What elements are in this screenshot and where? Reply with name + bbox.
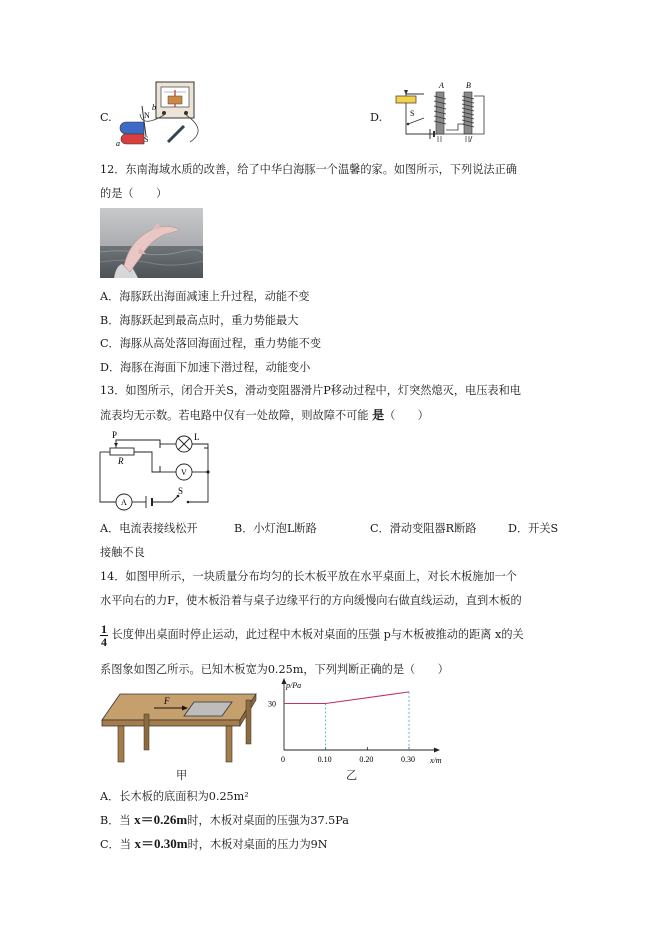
q14-stem-line3 — [100, 620, 524, 650]
q13-option-c: C．滑动变阻器R断路 — [370, 522, 477, 535]
q13-stem-line2-b: 是 — [372, 408, 385, 422]
q12-option-a: A．海豚跃出海面减速上升过程，动能不变 — [100, 290, 310, 303]
dolphin-photo — [100, 208, 203, 278]
ammeter-a-label: A — [121, 498, 127, 507]
q13-option-d: D．开关S — [508, 522, 559, 535]
q12-option-d: D．海豚在海面下加速下潜过程，动能变小 — [100, 361, 311, 374]
q12-stem-line1: 12．东南海域水质的改善，给了中华白海豚一个温馨的家。如图所示，下列说法正确 — [100, 163, 517, 176]
q14-stem-line4: 系图象如图乙所示。已知木板宽为0.25m，下列判断正确的是（ ） — [100, 663, 449, 676]
q12-option-b: B．海豚跃起到最高点时，重力势能最大 — [100, 314, 299, 327]
q14-stem-line2: 水平向右的力F，使木板沿着与桌子边缘平行的方向缓慢向右做直线运动，直到木板的 — [100, 594, 522, 607]
q13-stem-line2-a: 流表均无示数。若电路中仅有一处故障，则故障不可能 — [100, 409, 369, 422]
q14-option-c — [100, 836, 328, 853]
x-tick-label: 0.30 — [401, 755, 415, 764]
svg-text:N: N — [144, 111, 150, 120]
q14-stem-line3-text: 长度伸出桌面时停止运动，此过程中木板对桌面的压强 p与木板被推动的距离 x的关 — [111, 628, 524, 641]
figure-yi-caption: 乙 — [346, 769, 358, 782]
coil-a-label: A — [439, 81, 444, 90]
q14-option-b-math: x＝0.26m — [134, 812, 188, 827]
switch-s-label: S — [410, 109, 415, 118]
x-tick-label: 0.20 — [359, 755, 374, 764]
svg-text:S: S — [144, 135, 149, 144]
circuit-diagram-q13 — [96, 426, 214, 510]
figure-d-electromagnets — [384, 80, 492, 144]
option-c-label: C. — [100, 111, 112, 124]
switch-s-label-q13: S — [178, 486, 184, 496]
q12-stem-line2: 的是（ ） — [100, 187, 168, 200]
q14-option-c-math: x＝0.30m — [134, 836, 188, 851]
svg-text:b: b — [152, 103, 156, 112]
rheostat-r-label: R — [118, 456, 124, 466]
voltmeter-v-label: V — [181, 468, 187, 477]
q13-option-b: B．小灯泡L断路 — [234, 522, 317, 535]
option-d-label: D. — [370, 111, 383, 124]
fraction-denominator: 4 — [101, 634, 107, 649]
q14-option-b-pre: B．当 — [100, 814, 131, 827]
q13-option-a: A．电流表接线松开 — [100, 522, 198, 535]
q13-stem-line2 — [100, 407, 429, 424]
x-tick-label: 0 — [281, 755, 285, 764]
y-tick-label: 30 — [268, 699, 276, 709]
q14-option-b — [100, 812, 349, 829]
slider-p-label: P — [112, 430, 118, 440]
q14-option-b-post: 时，木板对桌面的压强为37.5Pa — [187, 814, 349, 827]
fraction-one-quarter — [100, 623, 108, 648]
svg-text:a: a — [116, 139, 120, 148]
q14-option-c-pre: C．当 — [100, 838, 131, 851]
q12-option-c: C．海豚从高处落回海面过程，重力势能不变 — [100, 337, 322, 350]
coil-b-label: B — [466, 81, 471, 90]
q14-option-a: A．长木板的底面积为0.25m² — [100, 790, 249, 803]
q13-stem-line2-c: （ ） — [384, 409, 429, 422]
figure-c-galvanometer-magnet — [112, 80, 210, 150]
figure-jia-caption: 甲 — [176, 769, 188, 782]
q13-option-d-cont: 接触不良 — [100, 546, 145, 559]
x-axis-arrow — [434, 748, 440, 753]
y-axis-label: p/Pa — [286, 681, 302, 690]
q13-stem-line1: 13．如图所示，闭合开关S，滑动变阻器滑片P移动过程中，灯突然熄灭，电压表和电 — [100, 384, 521, 397]
lamp-l-label: L — [194, 432, 200, 442]
pressure-series-line — [284, 692, 409, 704]
x-tick-label: 0.10 — [317, 755, 332, 764]
q14-option-c-post: 时，木板对桌面的压力为9N — [187, 838, 328, 851]
q14-stem-line1: 14．如图甲所示，一块质量分布均匀的长木板平放在水平桌面上，对长木板施加一个 — [100, 570, 517, 583]
fraction-numerator: 1 — [101, 621, 107, 636]
force-f-label: F — [164, 696, 170, 706]
x-axis-label: x/m — [430, 756, 442, 765]
